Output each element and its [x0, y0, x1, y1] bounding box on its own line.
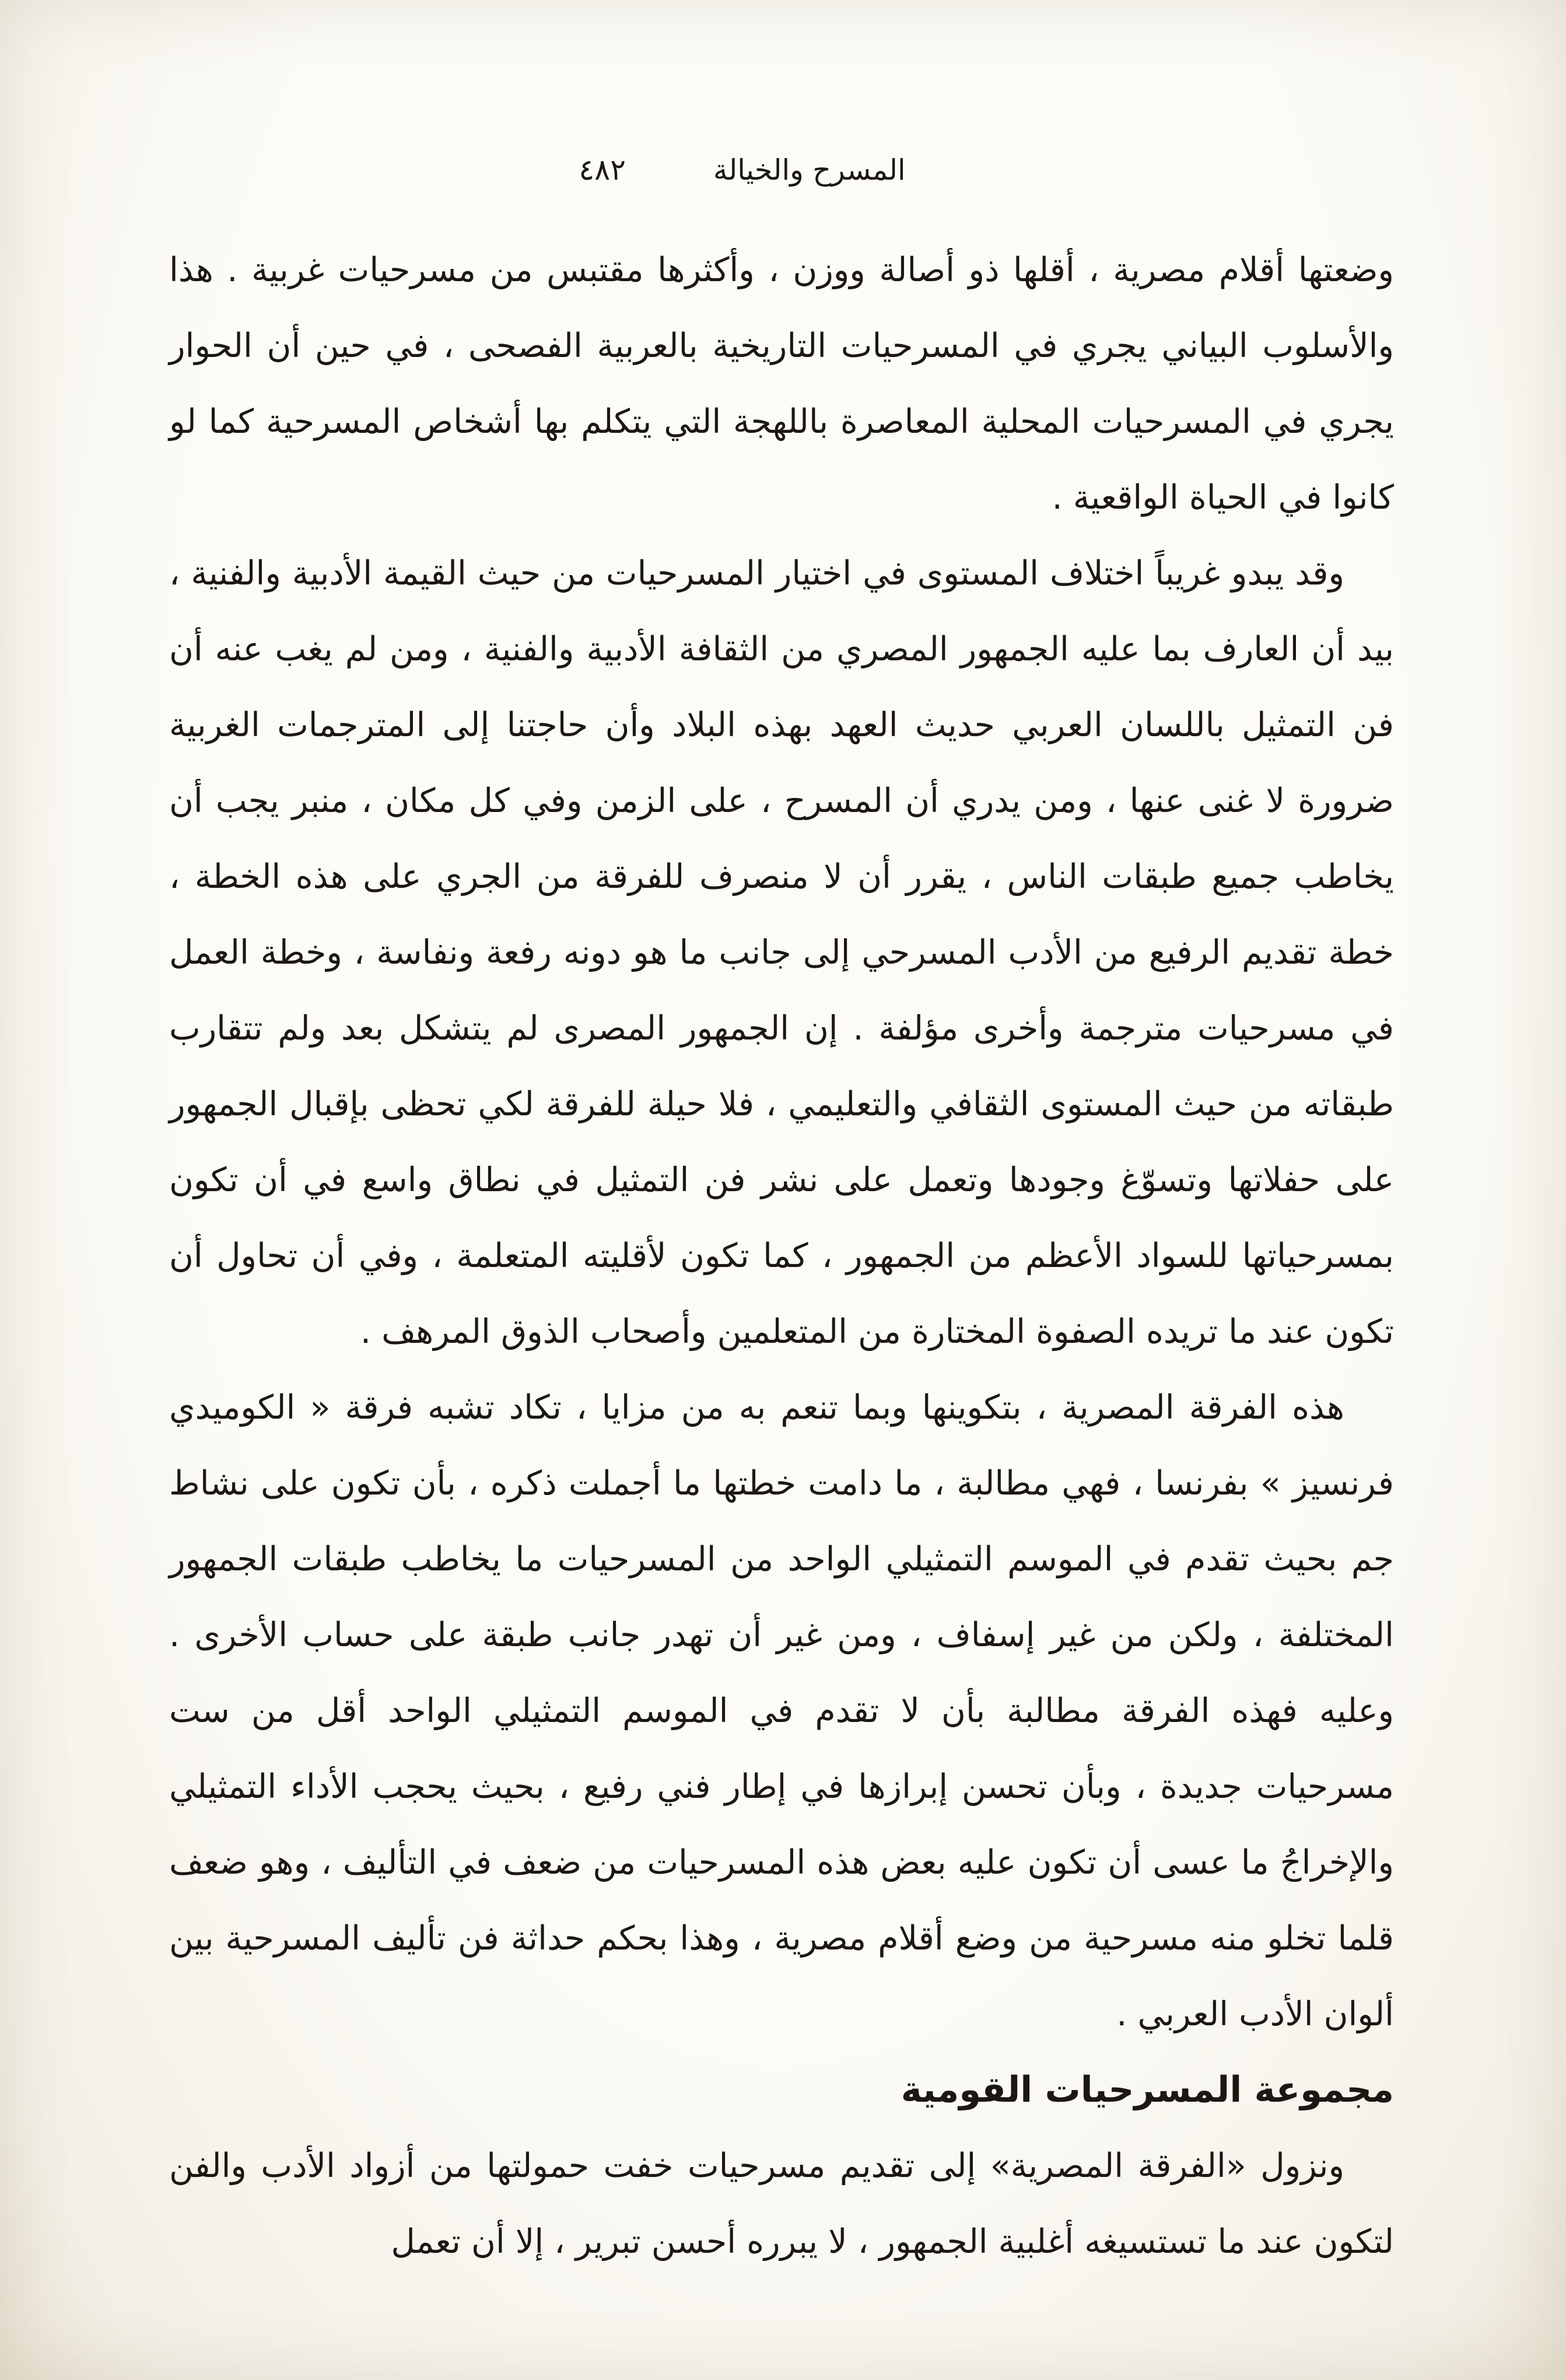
- running-header-title: المسرح والخيالة: [713, 153, 906, 187]
- body-paragraph: وضعتها أقلام مصرية ، أقلها ذو أصالة ووزن ، وأكثرها مقتبس من مسرحيات غربية . هذا والأسلوب البياني يجري في المسرحيات التاريخية بالعربية الفصحى ، في حين أن الحوار يجري في المسرحيات المحلية المعاصرة باللهجة التي يتكلم بها أشخاص المسرحية كما لو كانوا في الحياة الواقعية .: [169, 251, 1394, 517]
- page-number: ٤٨٢: [579, 153, 626, 187]
- body-paragraph: وقد يبدو غريباً اختلاف المستوى في اختيار المسرحيات من حيث القيمة الأدبية والفنية ، بيد أن العارف بما عليه الجمهور المصري من الثقافة الأدبية والفنية ، ومن لم يغب عنه أن فن التمثيل باللسان العربي حديث العهد بهذه البلاد وأن حاجتنا إلى المترجمات الغربية ضرورة لا غنى عنها ، ومن يدري أن المسرح ، على الزمن وفي كل مكان ، منبر يجب أن يخاطب جميع طبقات الناس ، يقرر أن لا منصرف للفرقة من الجري على هذه الخطة ، خطة تقديم الرفيع من الأدب المسرحي إلى جانب ما هو دونه رفعة ونفاسة ، وخطة العمل في مسرحيات مترجمة وأخرى مؤلفة . إن الجمهور المصرى لم يتشكل بعد ولم تتقارب طبقاته من حيث المستوى الثقافي والتعليمي ، فلا حيلة للفرقة لكي تحظى بإقبال الجمهور على حفلاتها وتسوّغ وجودها وتعمل على نشر فن التمثيل في نطاق واسع في أن تكون بمسرحياتها للسواد الأعظم من الجمهور ، كما تكون لأقليته المتعلمة ، وفي أن تحاول أن تكون عند ما تريده الصفوة المختارة من المتعلمين وأصحاب الذوق المرهف .: [169, 554, 1394, 1351]
- body-paragraph: ونزول «الفرقة المصرية» إلى تقديم مسرحيات خفت حمولتها من أزواد الأدب والفن لتكون عند ما تستسيغه أغلبية الجمهور ، لا يبرره أحسن تبرير ، إلا أن تعمل: [169, 2147, 1394, 2261]
- running-header: [0, 153, 1525, 187]
- section-heading: مجموعة المسرحيات القومية: [901, 2069, 1394, 2110]
- page-body-text: [169, 232, 1394, 2280]
- body-paragraph: هذه الفرقة المصرية ، بتكوينها وبما تنعم به من مزايا ، تكاد تشبه فرقة « الكوميدي فرنسيز » بفرنسا ، فهي مطالبة ، ما دامت خطتها ما أجملت ذكره ، بأن تكون على نشاط جم بحيث تقدم في الموسم التمثيلي الواحد من المسرحيات ما يخاطب طبقات الجمهور المختلفة ، ولكن من غير إسفاف ، ومن غير أن تهدر جانب طبقة على حساب الأخرى . وعليه فهذه الفرقة مطالبة بأن لا تقدم في الموسم التمثيلي الواحد أقل من ست مسرحيات جديدة ، وبأن تحسن إبرازها في إطار فني رفيع ، بحيث يحجب الأداء التمثيلي والإخراجُ ما عسى أن تكون عليه بعض هذه المسرحيات من ضعف في التأليف ، وهو ضعف قلما تخلو منه مسرحية من وضع أقلام مصرية ، وهذا بحكم حداثة فن تأليف المسرحية بين ألوان الأدب العربي .: [169, 1388, 1394, 2034]
